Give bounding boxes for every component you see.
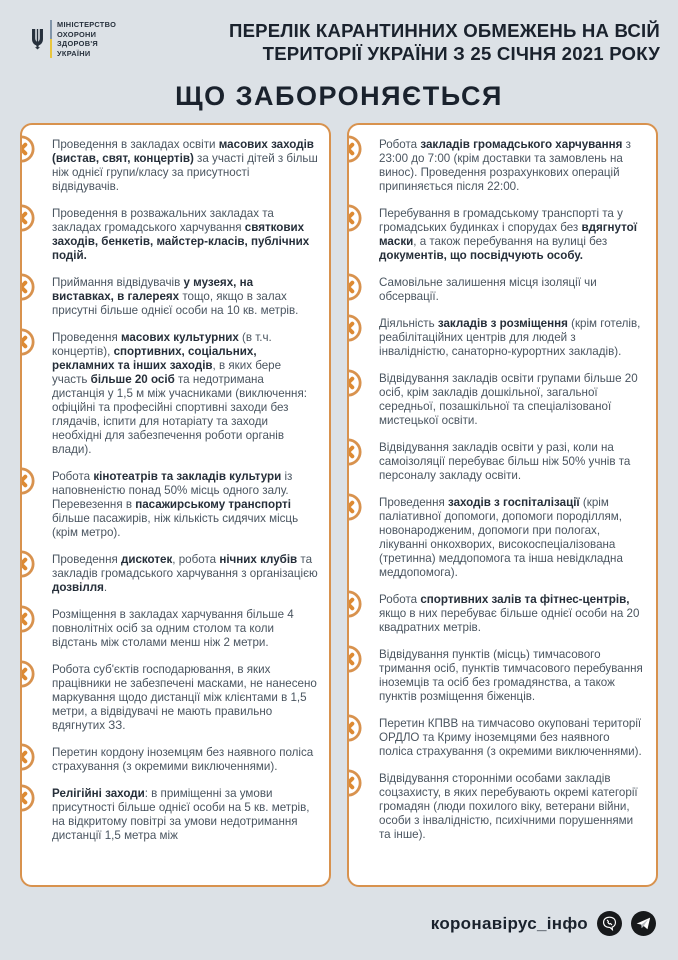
prohibited-x-icon (20, 743, 35, 771)
section-heading: ЩО ЗАБОРОНЯЄТЬСЯ (175, 81, 503, 111)
restriction-text: Розміщення в закладах харчування більше 4 повнолітніх осіб за одним столом та коли відстань між столами менш ніж 2 метри. (52, 608, 294, 649)
prohibited-x-icon (20, 204, 35, 232)
header (0, 0, 678, 65)
prohibited-x-icon (347, 769, 362, 797)
prohibited-x-icon (20, 605, 35, 633)
restriction-item (379, 648, 645, 704)
restriction-text: Перебування в громадському транспорті та у громадських будинках і спорудах без вдягнутої маски, а також перебування на вулиці без документів, що посвідчують особу. (379, 207, 638, 262)
restriction-item (379, 717, 645, 759)
prohibited-x-icon (20, 273, 35, 301)
prohibited-x-icon (347, 204, 362, 232)
restriction-item (52, 276, 318, 318)
ministry-name (57, 20, 116, 58)
restriction-item (52, 138, 318, 194)
restriction-item (379, 496, 645, 580)
restriction-text: Проведення масових культурних (в т.ч. концертів), спортивних, соціальних, рекламних та інших заходів, в яких бере участь більше 20 осіб та недотримана дистанція у 1,5 м між учасниками (виключення: офіційні та професійні спортивні заходи без глядачів, іспити для нотаріату та заходи необхідні для забезпечення роботи органів влади). (52, 331, 307, 456)
flag-divider (50, 20, 52, 58)
restriction-text: Перетин кордону іноземцям без наявного поліса страхування (з окремими виключеннями). (52, 746, 314, 773)
prohibited-x-icon (347, 645, 362, 673)
restriction-item (379, 441, 645, 483)
footer (0, 887, 678, 936)
restriction-item (52, 331, 318, 457)
moh-logo (30, 20, 116, 58)
restriction-text: Проведення в розважальних закладах та закладах громадського харчування святкових заходів, бенкетів, майстер-класів, публічних подій. (52, 207, 310, 262)
prohibited-x-icon (20, 784, 35, 812)
restriction-item (379, 772, 645, 842)
restriction-item (379, 276, 645, 304)
page-title-line2: ТЕРИТОРІЇ УКРАЇНИ З 25 СІЧНЯ 2021 РОКУ (262, 42, 660, 64)
restriction-text: Приймання відвідувачів у музеях, на виставках, в галереях тощо, якщо в залах присутні більше однієї особи на 10 кв. метрів. (52, 276, 299, 317)
restriction-text: Діяльність закладів з розміщення (крім готелів, реабілітаційних центрів для людей з інвалідністю, санаторно-курортних закладів). (379, 317, 641, 358)
prohibited-x-icon (347, 135, 362, 163)
prohibited-x-icon (20, 135, 35, 163)
restrictions-columns (0, 123, 678, 887)
restriction-item (52, 470, 318, 540)
restriction-text: Проведення в закладах освіти масових заходів (вистав, свят, концертів) за участі дітей з більш ніж однієї групи/класу за присутності відвідувачів. (52, 138, 318, 193)
restriction-item (52, 663, 318, 733)
prohibited-x-icon (20, 660, 35, 688)
restriction-text: Перетин КПВВ на тимчасово окуповані території ОРДЛО та Криму іноземцями без наявного поліса страхування (з окремими виключеннями). (379, 717, 642, 758)
prohibited-x-icon (347, 493, 362, 521)
restriction-item (52, 207, 318, 263)
restriction-item (52, 553, 318, 595)
prohibited-x-icon (347, 273, 362, 301)
restriction-text: Відвідування закладів освіти групами більше 20 осіб, крім закладів дошкільної, загальної середньої, позашкільної та спеціалізованої мистецької освіти. (379, 372, 638, 427)
page-title-line1: ПЕРЕЛІК КАРАНТИННИХ ОБМЕЖЕНЬ НА ВСІЙ (229, 20, 660, 41)
page-title (229, 20, 660, 65)
restriction-text: Робота суб'єктів господарювання, в яких працівники не забезпечені масками, не нанесено маркування щодо дистанції між клієнтами в 1,5 метри, а відвідувачі не мають правильно вдягнутих ЗЗ. (52, 663, 317, 732)
restriction-text: Відвідування пунктів (місць) тимчасового тримання осіб, пунктів тимчасового перебування іноземців та осіб без громадянства, а також пунктів розміщення біженців. (379, 648, 643, 703)
prohibited-x-icon (347, 714, 362, 742)
restriction-item (52, 608, 318, 650)
ministry-line: УКРАЇНИ (57, 48, 91, 58)
restriction-text: Робота спортивних залів та фітнес-центрів, якщо в них перебуває більше однієї особи на 20 квадратних метрів. (379, 593, 640, 634)
telegram-icon[interactable] (631, 911, 656, 936)
restrictions-column-left (20, 123, 331, 887)
restriction-text: Проведення заходів з госпіталізації (крім паліативної допомоги, допомоги породіллям, новонародженим, допомоги при пологах, лікуванні онкохворих, високоспеціалізована (третинна) меддопомога та інша невідкладна меддопомога). (379, 496, 623, 579)
prohibited-x-icon (347, 369, 362, 397)
ministry-line: ЗДОРОВ'Я (57, 39, 99, 49)
restriction-text: Робота закладів громадського харчування з 23:00 до 7:00 (крім доставки та замовлень на винос). Проведення розрахункових операцій припиняється після 22:00. (379, 138, 631, 193)
restriction-item (379, 317, 645, 359)
restriction-text: Робота кінотеатрів та закладів культури із наповненістю понад 50% місць одного залу. Перевезення в пасажирському транспорті більше пасажирів, ніж кількість сидячих місць (крім метро). (52, 470, 299, 539)
prohibited-x-icon (20, 328, 35, 356)
ministry-line: ОХОРОНИ (57, 29, 97, 39)
restriction-text: Відвідування сторонніми особами закладів соцзахисту, в яких перебувають окремі категорії громадян (люди похилого віку, ветерани війни, особи з інвалідністю, психічними порушеннями та інше). (379, 772, 638, 841)
restriction-item (379, 207, 645, 263)
restriction-item (379, 138, 645, 194)
restriction-item (379, 372, 645, 428)
restriction-text: Самовільне залишення місця ізоляції чи обсервації. (379, 276, 597, 303)
restrictions-column-right (347, 123, 658, 887)
restriction-text: Релігійні заходи: в приміщенні за умови присутності більше однієї особи на 5 кв. метрів, на відкритому повітрі за умови недотримання дистанції 1,5 метра між (52, 787, 310, 842)
prohibited-x-icon (347, 438, 362, 466)
restriction-item (52, 787, 318, 843)
restriction-text: Відвідування закладів освіти у разі, коли на самоізоляції перебуває більш ніж 50% учнів та персоналу закладу освіти. (379, 441, 631, 482)
trident-icon (30, 29, 45, 50)
viber-icon[interactable] (597, 911, 622, 936)
restriction-item (52, 746, 318, 774)
prohibited-x-icon (347, 314, 362, 342)
restriction-item (379, 593, 645, 635)
restriction-text: Проведення дискотек, робота нічних клубів та закладів громадського харчування з організацією дозвілля. (52, 553, 318, 594)
ministry-line: МІНІСТЕРСТВО (57, 20, 117, 29)
prohibited-x-icon (347, 590, 362, 618)
channel-name: коронавірус_інфо (430, 913, 588, 933)
prohibited-x-icon (20, 467, 35, 495)
prohibited-x-icon (20, 550, 35, 578)
